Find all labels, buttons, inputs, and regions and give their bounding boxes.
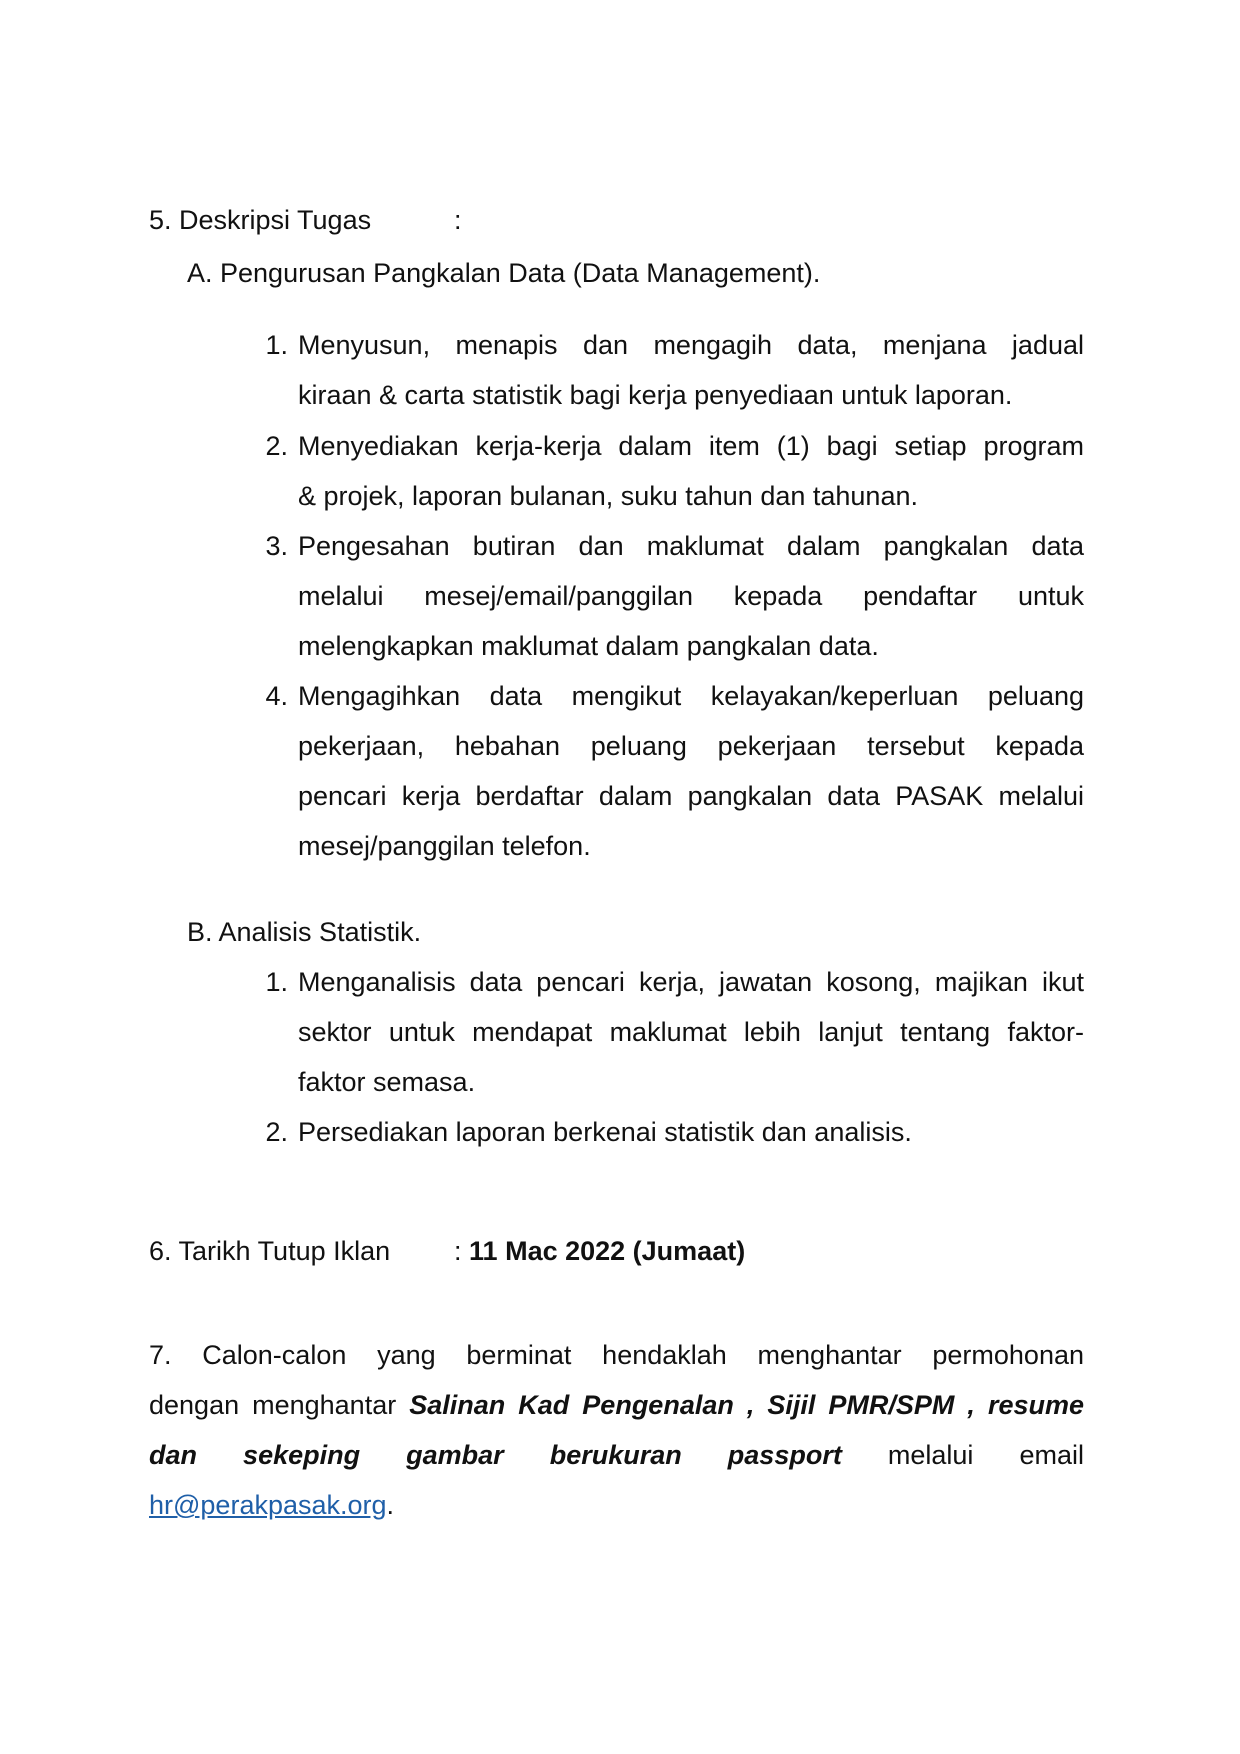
a-item-3-number: 3. (265, 531, 288, 561)
section-6-label: 6. Tarikh Tutup Iklan (149, 1236, 391, 1266)
b-item-2-number: 2. (265, 1117, 288, 1147)
a-item-3-line-2: melalui mesej/email/panggilan kepada pendaftar untuk (298, 581, 1084, 611)
section-7-line-2-text: dengan menghantar (149, 1390, 410, 1420)
email-trailing-period: . (386, 1490, 395, 1520)
b-item-1-number: 1. (265, 967, 288, 997)
section-6-value-row (454, 1235, 745, 1267)
a-item-2-number: 2. (265, 431, 288, 461)
section-6-colon: : (454, 1236, 462, 1266)
a-item-2-line-1: Menyediakan kerja-kerja dalam item (1) bagi setiap program (298, 431, 1084, 461)
a-item-4-line-1: Mengagihkan data mengikut kelayakan/keperluan peluang (298, 681, 1084, 711)
a-item-4-line-3: pencari kerja berdaftar dalam pangkalan data PASAK melalui (298, 781, 1084, 811)
section-5-label: 5. Deskripsi Tugas (149, 205, 372, 235)
email-link[interactable]: hr@perakpasak.org (149, 1490, 387, 1520)
required-documents-part-1: Salinan Kad Pengenalan , Sijil PMR/SPM , resume (409, 1390, 1084, 1420)
a-item-1-line-2: kiraan & carta statistik bagi kerja penyediaan untuk laporan. (298, 380, 1013, 410)
section-7-line-3-text: melalui email (887, 1440, 1084, 1470)
section-7-line-3 (149, 1439, 1084, 1471)
b-item-2-line-1: Persediakan laporan berkenai statistik dan analisis. (298, 1117, 912, 1147)
subsection-b-title: B. Analisis Statistik. (187, 917, 422, 947)
b-item-1-line-3: faktor semasa. (298, 1067, 476, 1097)
b-item-1-line-2: sektor untuk mendapat maklumat lebih lanjut tentang faktor- (298, 1017, 1084, 1047)
a-item-1-line-1: Menyusun, menapis dan mengagih data, menjana jadual (298, 330, 1084, 360)
subsection-a-title: A. Pengurusan Pangkalan Data (Data Management). (187, 258, 821, 288)
a-item-4-line-2: pekerjaan, hebahan peluang pekerjaan tersebut kepada (298, 731, 1084, 761)
section-7-line-1: 7. Calon-calon yang berminat hendaklah menghantar permohonan (149, 1340, 1084, 1370)
a-item-2-line-2: & projek, laporan bulanan, suku tahun dan tahunan. (298, 481, 918, 511)
required-documents-part-2: dan sekeping gambar berukuran passport (149, 1440, 842, 1470)
closing-date: 11 Mac 2022 (Jumaat) (469, 1236, 746, 1266)
a-item-3-line-1: Pengesahan butiran dan maklumat dalam pangkalan data (298, 531, 1084, 561)
a-item-1-number: 1. (265, 330, 288, 360)
section-7-line-4 (149, 1489, 394, 1521)
b-item-1-line-1: Menganalisis data pencari kerja, jawatan kosong, majikan ikut (298, 967, 1084, 997)
a-item-3-line-3: melengkapkan maklumat dalam pangkalan data. (298, 631, 879, 661)
a-item-4-line-4: mesej/panggilan telefon. (298, 831, 591, 861)
section-5-colon: : (454, 205, 462, 235)
a-item-4-number: 4. (265, 681, 288, 711)
section-7-line-2 (149, 1389, 1084, 1421)
